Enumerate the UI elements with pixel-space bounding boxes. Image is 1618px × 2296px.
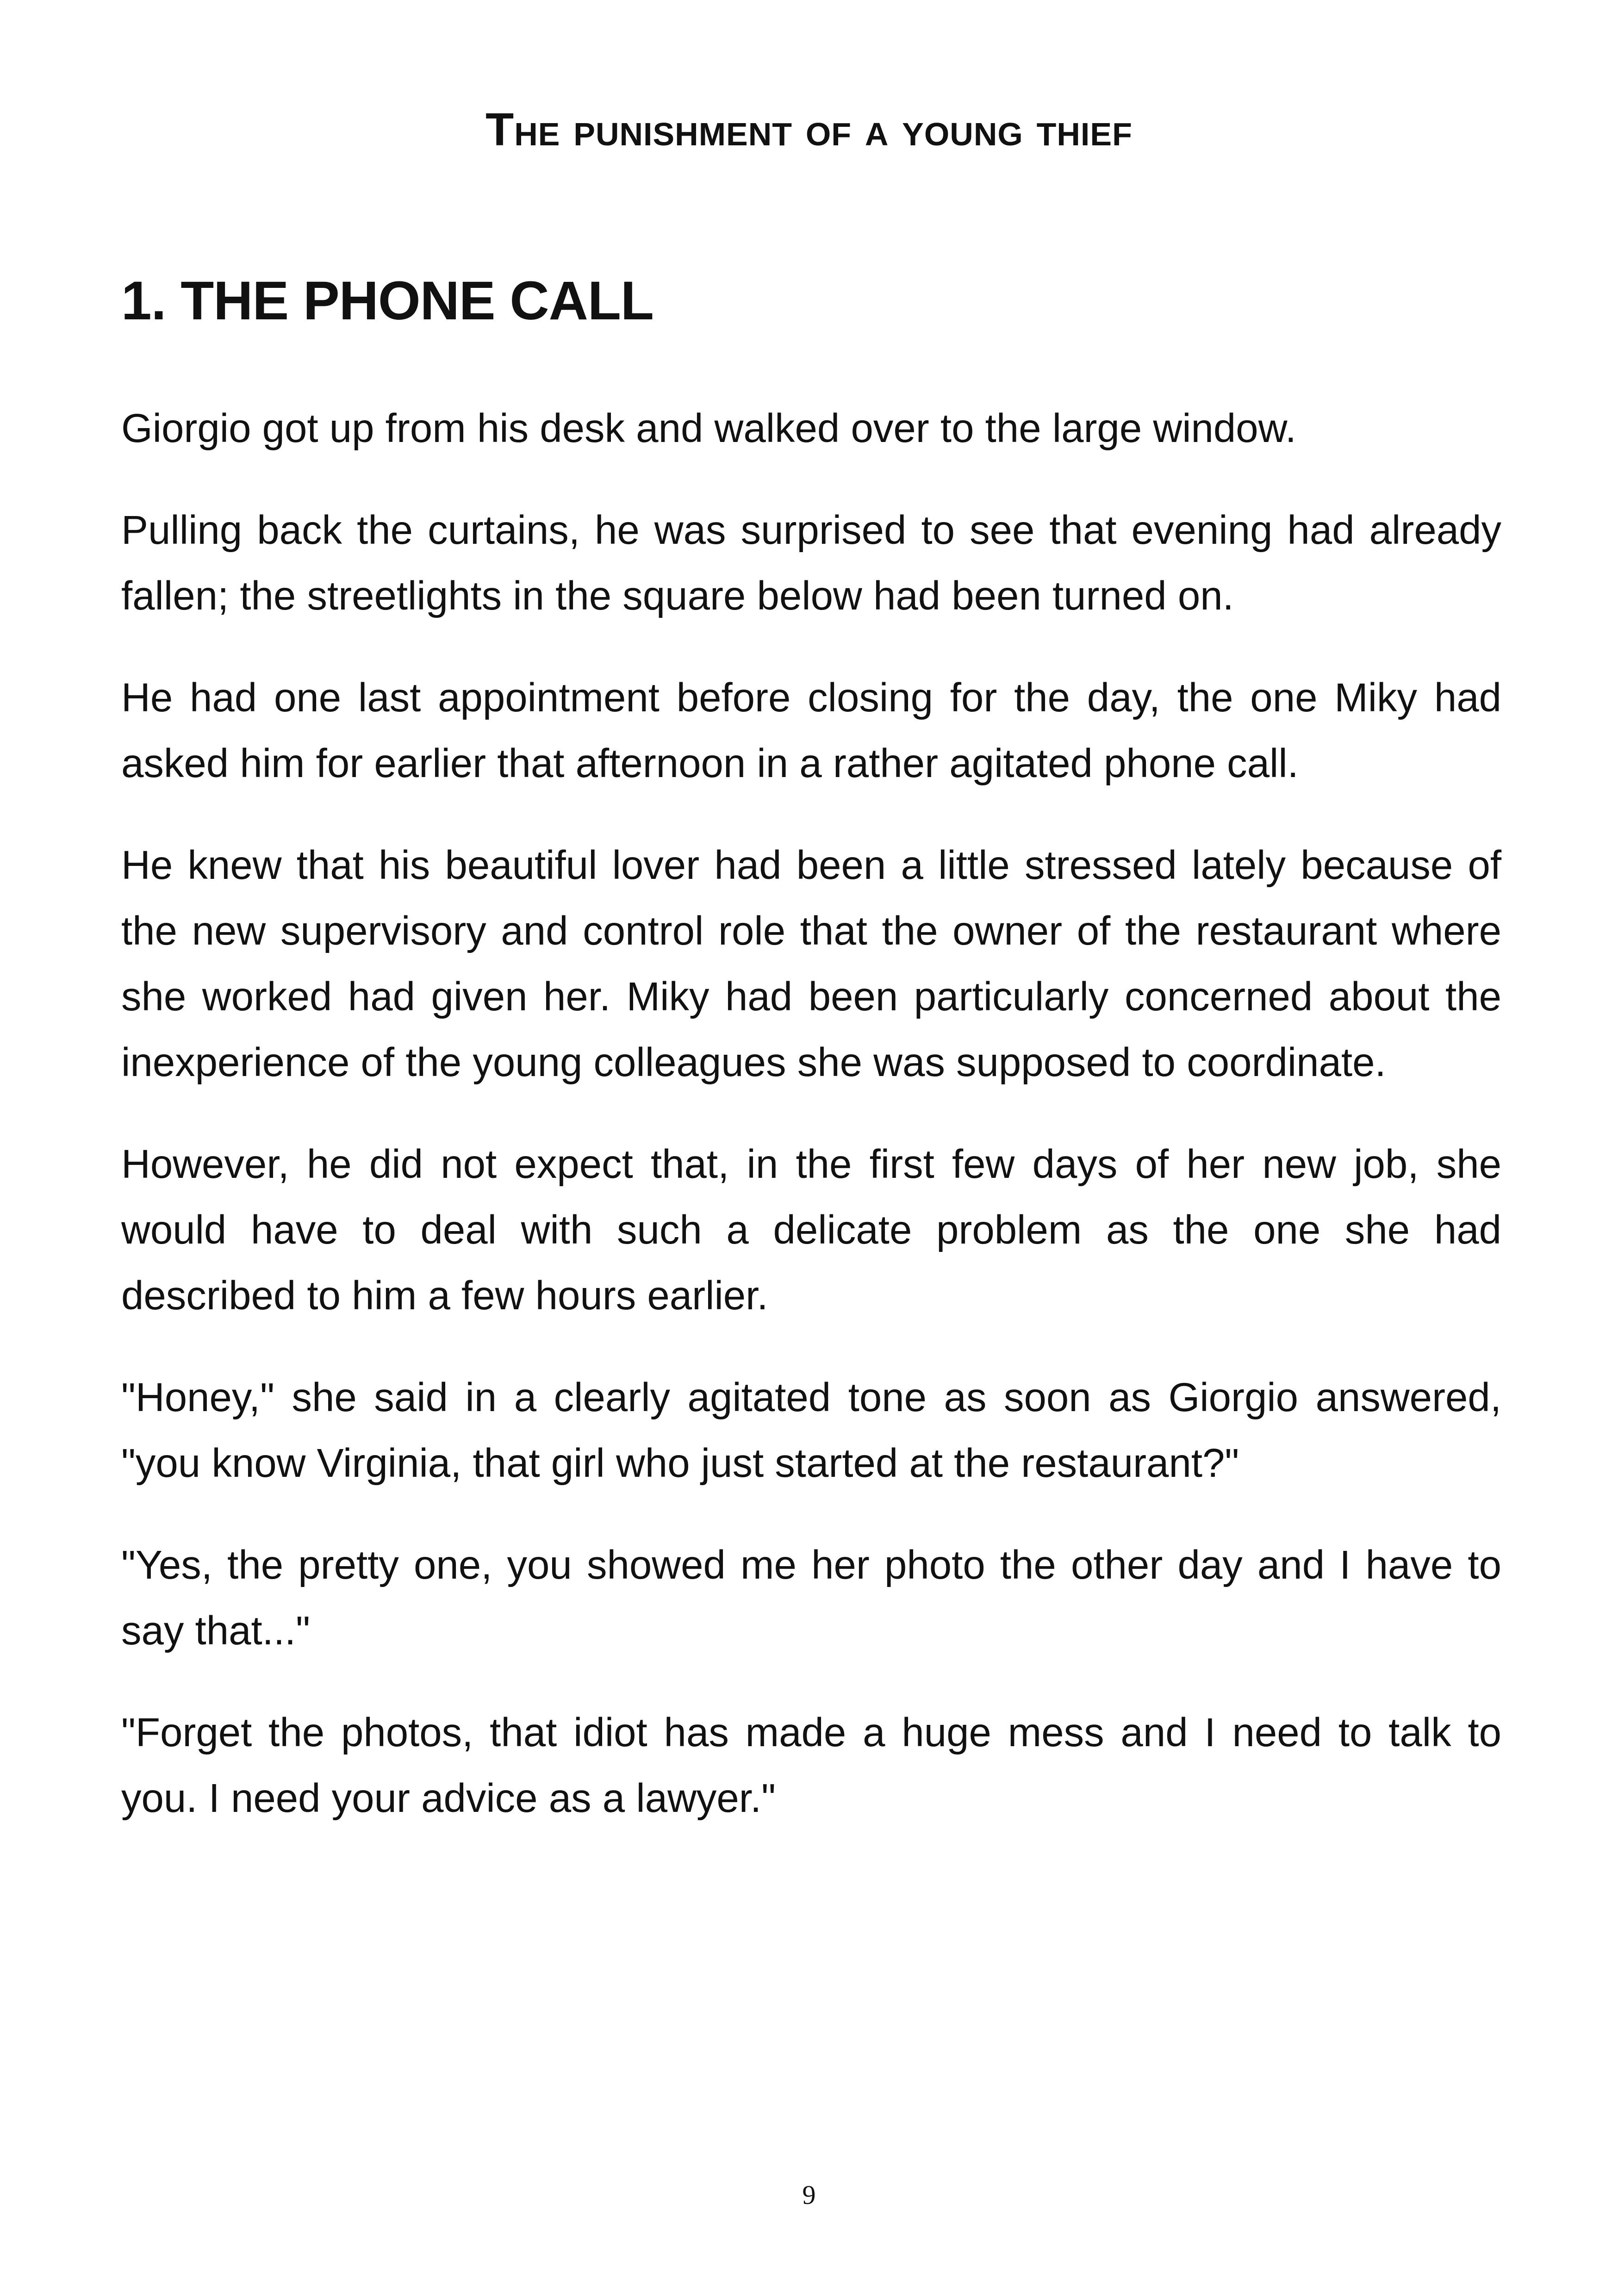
paragraph: "Forget the photos, that idiot has made a huge mess and I need to talk to you. I need your advice as a lawyer." [121,1710,1501,1821]
paragraph: "Yes, the pretty one, you showed me her photo the other day and I have to say that..." [121,1543,1501,1653]
paragraph: He had one last appointment before closing for the day, the one Miky had asked him for earlier that afternoon in a rather agitated phone call. [121,675,1501,786]
paragraph: However, he did not expect that, in the first few days of her new job, she would have to deal with such a delicate problem as the one she had described to him a few hours earlier. [121,1142,1501,1318]
body-text [121,396,1501,1867]
page-number: 9 [802,2180,816,2210]
paragraph: He knew that his beautiful lover had been a little stressed lately because of the new supervisory and control role that the owner of the restaurant where she worked had given her. Miky had been particularly concerned about the inexperience of the young colleagues she was supposed to coordinate. [121,843,1501,1085]
paragraph: Giorgio got up from his desk and walked over to the large window. [121,406,1296,451]
paragraph: Pulling back the curtains, he was surprised to see that evening had already fallen; the streetlights in the square below had been turned on. [121,508,1501,618]
book-title: The punishment of a young thief [485,104,1133,156]
paragraph: "Honey," she said in a clearly agitated tone as soon as Giorgio answered, "you know Virginia, that girl who just started at the restaurant?" [121,1375,1501,1486]
chapter-heading: 1. THE PHONE CALL [121,270,653,331]
